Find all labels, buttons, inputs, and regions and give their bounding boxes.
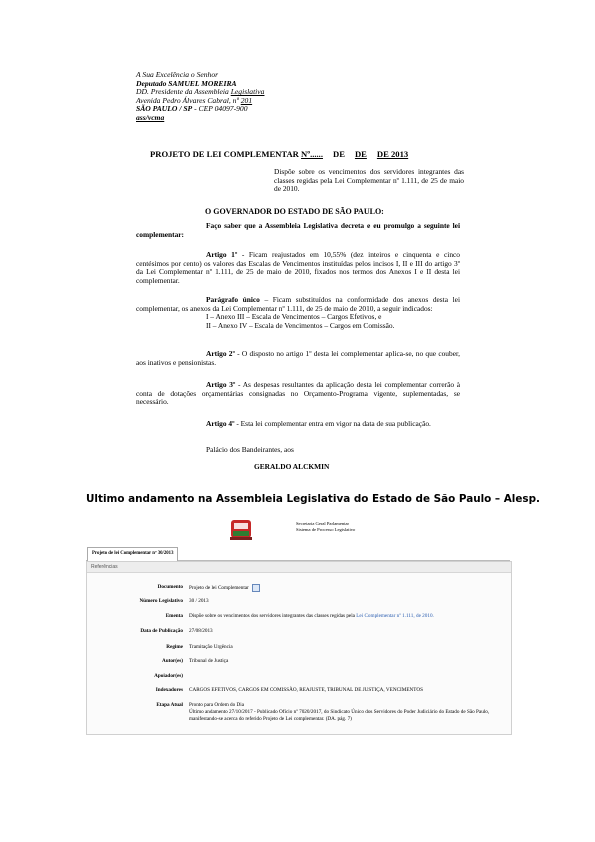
detail-value xyxy=(189,702,507,723)
document-icon[interactable] xyxy=(252,584,260,592)
governor-heading: O GOVERNADOR DO ESTADO DE SÃO PAULO: xyxy=(205,207,384,216)
article-3 xyxy=(136,381,460,407)
detail-label: Número Legislativo xyxy=(139,598,183,604)
governor-signature: GERALDO ALCKMIN xyxy=(254,462,330,471)
bill-title-year: DE 2013 xyxy=(376,149,409,159)
article-3-text: - As despesas resultantes da aplicação desta lei complementar correrão à conta de dotações orçamentárias consignadas no Orçamento-Programa vigente, suplementadas, se necessário. xyxy=(136,380,460,407)
article-1 xyxy=(136,251,460,286)
detail-label: Ementa xyxy=(165,613,183,619)
article-2 xyxy=(136,350,460,367)
address-line-3-text: DD. Presidente da Assembleia xyxy=(136,87,231,97)
detail-label: Etapa Atual xyxy=(156,702,183,708)
address-city: SÃO PAULO / SP xyxy=(136,104,193,114)
article-1-label: Artigo 1º xyxy=(206,250,238,259)
alesp-logo-icon xyxy=(228,518,254,542)
annex-item-1: I – Anexo III – Escala de Vencimentos – Cargos Efetivos, e xyxy=(206,312,382,322)
bill-title xyxy=(150,149,408,159)
address-line-1: A Sua Excelência o Senhor xyxy=(136,70,219,79)
tab-bar xyxy=(86,546,510,561)
detail-label: Autor(es) xyxy=(161,658,183,664)
current-stage: Pronto para Ordem do Dia xyxy=(189,702,245,708)
detail-label: Documento xyxy=(157,584,183,590)
article-2-label: Artigo 2º xyxy=(206,349,235,358)
address-line-4-underlined: 201 xyxy=(240,95,253,105)
bill-title-prefix: PROJETO DE LEI COMPLEMENTAR xyxy=(150,149,302,159)
system-header-line-2: Sistema de Processo Legislativo xyxy=(296,527,356,532)
article-2-text: - O disposto no artigo 1º desta lei complementar aplica-se, no que couber, aos inativos e pensionistas. xyxy=(136,349,460,367)
detail-value: Tribunal de Justiça xyxy=(189,658,229,664)
law-link[interactable]: Lei Complementar nº 1.111, de 2010. xyxy=(356,613,434,619)
bill-title-de-2: DE xyxy=(354,149,367,159)
enactment-clause xyxy=(136,222,460,239)
ementa-text: Dispõe sobre os vencimentos dos servidores integrantes das classes regidas pela xyxy=(189,613,357,619)
detail-value xyxy=(189,584,507,592)
bill-title-de-1: DE xyxy=(332,149,345,159)
detail-value: CARGOS EFETIVOS, CARGOS EM COMISSÃO, REAJUSTE, TRIBUNAL DE JUSTIÇA, VENCIMENTOS xyxy=(189,687,423,693)
system-header xyxy=(296,521,355,533)
enactment-text: Faço saber que a Assembleia Legislativa decreta e eu promulgo a seguinte lei complementar: xyxy=(136,221,460,239)
references-header[interactable]: Referências xyxy=(87,562,511,573)
address-line-6: ass/vcma xyxy=(136,112,165,122)
address-line-2: Deputado SAMUEL MOREIRA xyxy=(136,78,237,88)
palace-line xyxy=(136,446,460,455)
annex-item-2: II – Anexo IV – Escala de Vencimentos – Cargos em Comissão. xyxy=(206,321,395,331)
document-type-text: Projeto de lei Complementar xyxy=(189,585,249,592)
section-heading: Ultimo andamento na Assembleia Legislativa do Estado de São Paulo – Alesp. xyxy=(86,493,540,505)
detail-label: Indexadores xyxy=(155,687,183,693)
bill-summary: Dispõe sobre os vencimentos dos servidores integrantes das classes regidas pela Lei Complementar nº 1.111, de 25 de maio de 2010. xyxy=(274,167,464,194)
detail-label: Data de Publicação xyxy=(140,628,183,634)
detail-label: Apoiador(es) xyxy=(154,673,183,679)
address-line-3-underlined: Legislativa xyxy=(230,87,265,97)
article-4 xyxy=(136,420,460,429)
address-line-4-text: Avenida Pedro Álvares Cabral, nº xyxy=(136,95,241,105)
detail-value: 27/08/2013 xyxy=(189,628,213,634)
palace-text: Palácio dos Bandeirantes, aos xyxy=(206,445,294,454)
address-cep: - CEP 04097-900 xyxy=(192,104,248,114)
system-header-line-1: Secretaria Geral Parlamentar xyxy=(296,521,350,526)
sole-paragraph-text: – Ficam substituídos na conformidade dos anexos desta lei complementar, os anexos da Lei Complementar nº 1.111, de 25 de maio de 2010, a seguir indicados: xyxy=(136,295,460,313)
recipient-address xyxy=(136,71,264,123)
references-panel xyxy=(86,561,512,735)
detail-value xyxy=(189,613,507,620)
sole-paragraph xyxy=(136,296,460,331)
article-3-label: Artigo 3º xyxy=(206,380,236,389)
article-1-text: - Ficam reajustados em 10,55% (dez inteiros e cinquenta e cinco centésimos por cento) os valores das Escalas de Vencimentos instituídas pelos incisos I, II e III do artigo 3º da Lei Complementar nº 1.111, de 25 de maio de 2010, fixados nos termos dos Anexos I e II desta lei complementar. xyxy=(136,250,461,286)
last-progress: Último andamento 27/10/2017 - Publicado Ofício nº 7020/2017, do Sindicato Único dos Servidores do Poder Judiciário do Estado de São Paulo, manifestando-se acerca do referido Projeto de Lei complementar. (DA. pág. 7) xyxy=(189,709,490,722)
bill-title-number: Nº...... xyxy=(301,149,323,159)
detail-value: 30 / 2013 xyxy=(189,598,209,604)
detail-label: Regime xyxy=(166,644,183,650)
article-4-label: Artigo 4º xyxy=(206,419,235,428)
tab-project[interactable]: Projeto de lei Complementar nº 30/2013 xyxy=(87,547,178,562)
detail-value: Tramitação Urgência xyxy=(189,644,233,650)
sole-paragraph-label: Parágrafo único xyxy=(206,295,260,304)
article-4-text: - Esta lei complementar entra em vigor na data de sua publicação. xyxy=(234,419,431,428)
